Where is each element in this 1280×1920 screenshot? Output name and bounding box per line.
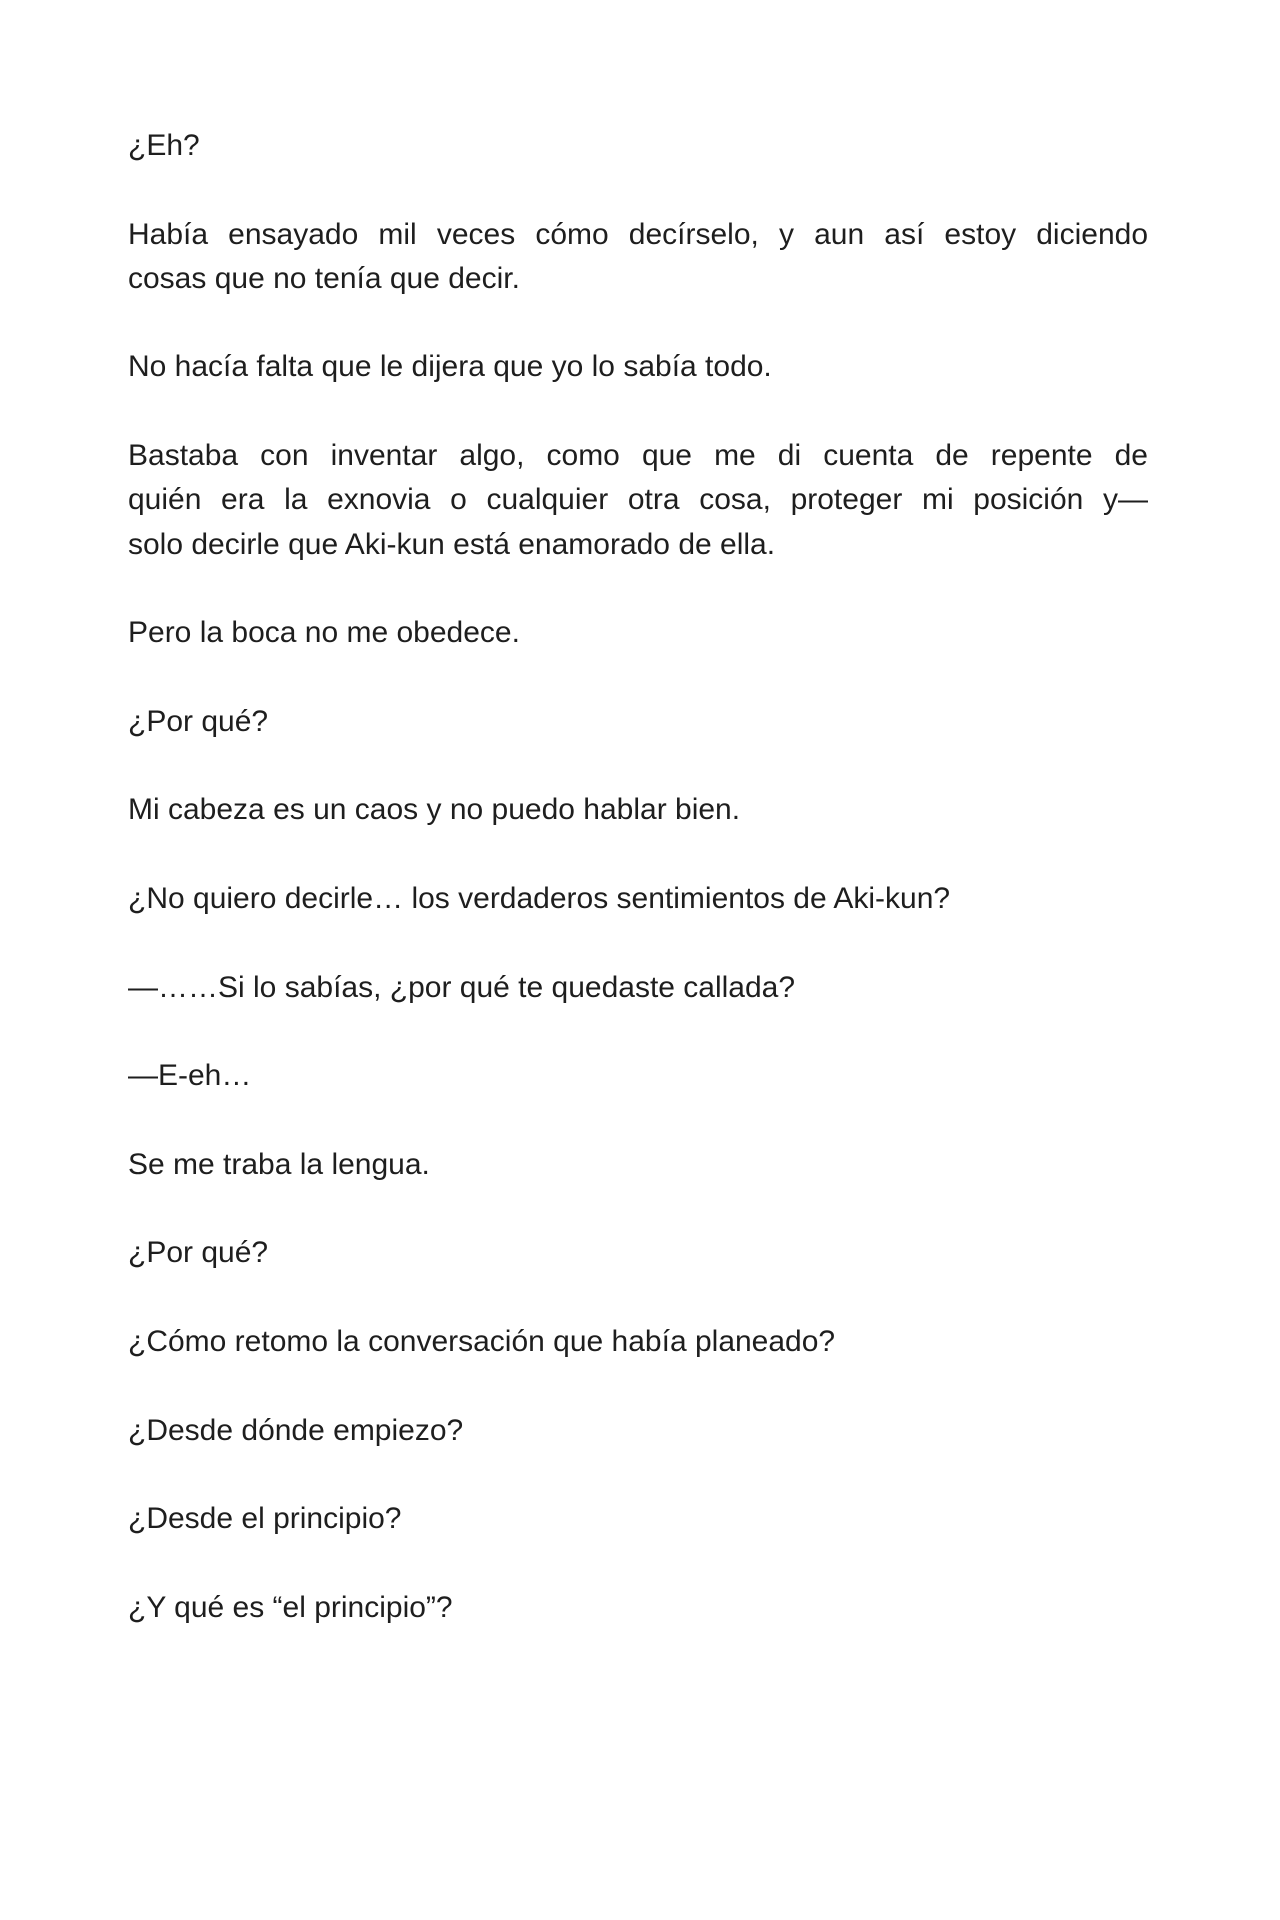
paragraph <box>128 966 1148 1010</box>
text-line: ¿Y qué es “el principio”? <box>128 1590 453 1624</box>
paragraph <box>128 1409 1148 1453</box>
text-line: ¿Eh? <box>128 129 200 162</box>
text-line: ¿Desde dónde empiezo? <box>128 1413 464 1447</box>
text-line: ¿Por qué? <box>128 704 269 738</box>
text-line: No hacía falta que le dijera que yo lo sabía todo. <box>128 350 772 384</box>
text-line: ¿Desde el principio? <box>128 1502 402 1536</box>
paragraph <box>128 1586 1148 1630</box>
text-line: ¿No quiero decirle… los verdaderos sentimientos de Aki-kun? <box>128 882 951 916</box>
paragraph <box>128 124 1148 168</box>
paragraph <box>128 213 1148 302</box>
paragraph <box>128 434 1148 567</box>
paragraph <box>128 1320 1148 1364</box>
paragraph <box>128 345 1148 389</box>
paragraph <box>128 877 1148 921</box>
paragraph <box>128 611 1148 655</box>
paragraph <box>128 700 1148 744</box>
text-line: Mi cabeza es un caos y no puedo hablar bien. <box>128 793 741 827</box>
text-line: ¿Cómo retomo la conversación que había planeado? <box>128 1325 836 1359</box>
text-line: —……Si lo sabías, ¿por qué te quedaste callada? <box>128 970 796 1004</box>
paragraph <box>128 1054 1148 1098</box>
text-line: cosas que no tenía que decir. <box>128 261 520 295</box>
paragraph <box>128 1497 1148 1541</box>
document-page <box>128 124 1148 1674</box>
text-line: quién era la exnovia o cualquier otra cosa, proteger mi posición y— <box>128 483 1148 517</box>
text-line: Pero la boca no me obedece. <box>128 616 520 650</box>
text-line: solo decirle que Aki-kun está enamorado de ella. <box>128 527 776 561</box>
text-line: ¿Por qué? <box>128 1236 269 1270</box>
text-line: —E-eh… <box>128 1059 252 1093</box>
paragraph <box>128 1143 1148 1187</box>
paragraph <box>128 1231 1148 1275</box>
text-line: Se me traba la lengua. <box>128 1147 430 1181</box>
text-line: Había ensayado mil veces cómo decírselo, y aun así estoy diciendo <box>128 217 1148 251</box>
paragraph <box>128 788 1148 832</box>
text-line: Bastaba con inventar algo, como que me di cuenta de repente de <box>128 439 1148 473</box>
